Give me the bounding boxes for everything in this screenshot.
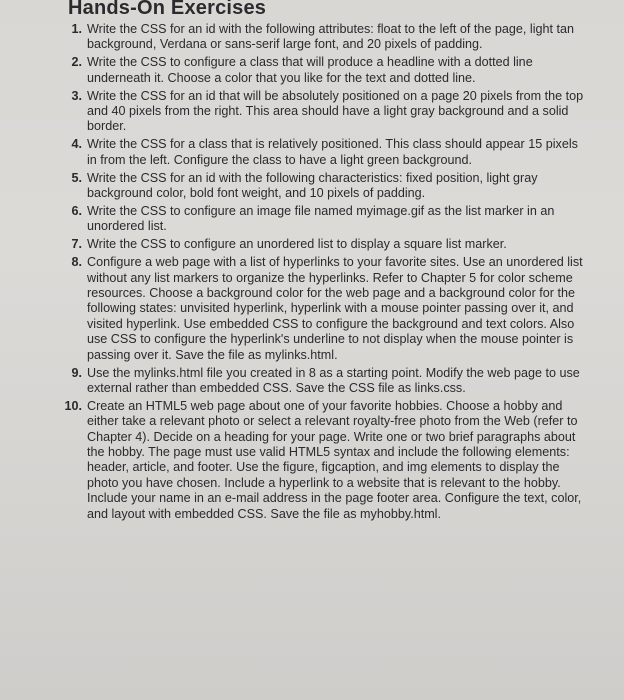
- exercise-item: [58, 137, 590, 168]
- exercise-item: [58, 237, 590, 252]
- exercise-text: Use the mylinks.html file you created in 8 as a starting point. Modify the web page to use external rather than embedded CSS. Save the CSS file as links.css.: [87, 365, 580, 395]
- exercise-item: [58, 255, 590, 363]
- section-heading: Hands-On Exercises: [68, 0, 267, 19]
- exercise-item: [58, 399, 590, 522]
- exercise-number: 4.: [71, 137, 82, 152]
- exercise-item: [58, 204, 590, 235]
- exercise-item: [58, 55, 590, 86]
- exercise-text: Write the CSS for an id with the following attributes: float to the left of the page, light tan background, Verdana or sans-serif large font, and 20 pixels of padding.: [87, 22, 574, 52]
- exercise-number: 10.: [64, 398, 82, 413]
- exercise-item: [58, 89, 590, 135]
- exercise-text: Write the CSS for a class that is relatively positioned. This class should appear 15 pixels in from the left. Configure the class to have a light green background.: [87, 137, 578, 167]
- exercise-number: 7.: [71, 237, 82, 252]
- exercise-number: 5.: [71, 170, 82, 185]
- exercise-text: Configure a web page with a list of hyperlinks to your favorite sites. Use an unordered list without any list markers to organize the hyperlinks. Refer to Chapter 5 for color scheme resources. Choose a background color for the web page and a background color for the following states: unvisited hyperlink, hyperlink with a mouse pointer passing over it, and visited hyperlink. Use embedded CSS to configure the background and text colors. Also use CSS to configure the hyperlink's underline to not display when the mouse pointer is passing over it. Save the file as mylinks.html.: [87, 255, 583, 362]
- exercise-item: [58, 366, 590, 397]
- exercise-list: [58, 22, 590, 522]
- exercise-text: Write the CSS to configure an unordered list to display a square list marker.: [87, 237, 507, 252]
- exercise-number: 6.: [71, 203, 82, 218]
- exercise-item: [58, 22, 590, 53]
- exercise-number: 1.: [71, 22, 82, 36]
- exercise-number: 3.: [71, 88, 82, 103]
- exercise-text: Write the CSS to configure an image file named myimage.gif as the list marker in an unordered list.: [87, 203, 555, 234]
- exercise-text: Write the CSS for an id that will be absolutely positioned on a page 20 pixels from the top and 40 pixels from the right. This area should have a light gray background and a solid border.: [87, 88, 584, 134]
- exercise-number: 8.: [71, 255, 82, 270]
- exercise-item: [58, 171, 590, 202]
- exercise-text: Write the CSS to configure a class that will produce a headline with a dotted line underneath it. Choose a color that you like for the text and dotted line.: [87, 55, 533, 85]
- exercise-number: 2.: [71, 55, 82, 70]
- exercise-number: 9.: [71, 365, 82, 380]
- exercise-text: Write the CSS for an id with the following characteristics: fixed position, light gray background color, bold font weight, and 10 pixels of padding.: [87, 170, 538, 201]
- exercise-text: Create an HTML5 web page about one of your favorite hobbies. Choose a hobby and either take a relevant photo or select a relevant royalty-free photo from the Web (refer to Chapter 4). Decide on a heading for your page. Write one or two brief paragraphs about the hobby. The page must use valid HTML5 syntax and include the following elements: header, article, and footer. Use the figure, figcaption, and img elements to display the photo you have chosen. Include a hyperlink to a website that is relevant to the hobby. Include your name in an e-mail address in the page footer area. Configure the text, color, and layout with embedded CSS. Save the file as myhobby.html.: [87, 398, 582, 521]
